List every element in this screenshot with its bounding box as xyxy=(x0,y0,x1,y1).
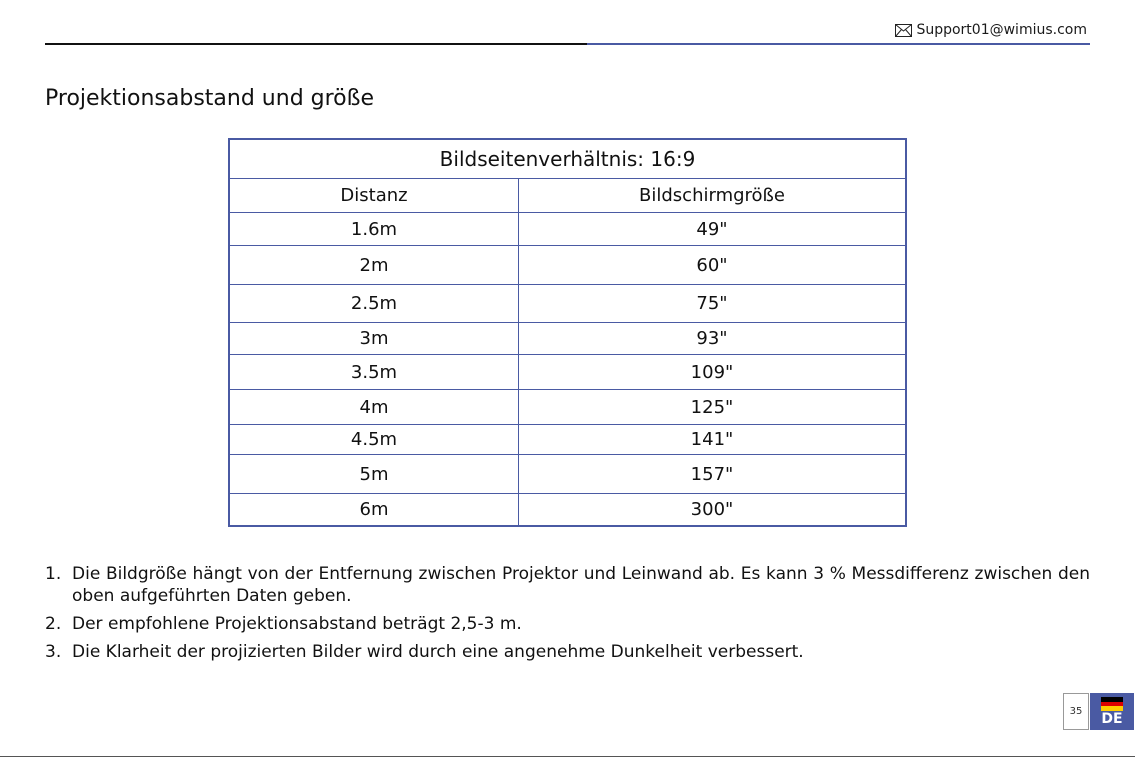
table-caption: Bildseitenverhältnis: 16:9 xyxy=(229,139,906,179)
screen-size-cell: 141" xyxy=(519,425,907,455)
distance-cell: 4.5m xyxy=(229,425,519,455)
page-title: Projektionsabstand und größe xyxy=(45,86,375,111)
column-header-distance: Distanz xyxy=(229,179,519,213)
screen-size-cell: 109" xyxy=(519,355,907,390)
header-rule-dark xyxy=(45,43,587,45)
support-email[interactable] xyxy=(895,22,1087,38)
language-badge xyxy=(1090,693,1134,730)
table-row xyxy=(229,455,906,494)
screen-size-cell: 300" xyxy=(519,494,907,526)
distance-cell: 5m xyxy=(229,455,519,494)
screen-size-cell: 157" xyxy=(519,455,907,494)
note-number: 3. xyxy=(45,642,62,662)
envelope-icon xyxy=(895,24,912,37)
note-item xyxy=(45,613,1090,635)
note-text: Die Bildgröße hängt von der Entfernung zwischen Projektor und Leinwand ab. Es kann 3 % Messdifferenz zwischen den oben aufgeführten Daten geben. xyxy=(72,564,1090,606)
table-row xyxy=(229,425,906,455)
distance-cell: 6m xyxy=(229,494,519,526)
distance-cell: 1.6m xyxy=(229,213,519,246)
note-text: Der empfohlene Projektionsabstand beträgt 2,5-3 m. xyxy=(72,614,522,634)
distance-cell: 3m xyxy=(229,323,519,355)
support-email-text: Support01@wimius.com xyxy=(916,22,1087,38)
table-row xyxy=(229,213,906,246)
table-row xyxy=(229,494,906,526)
note-text: Die Klarheit der projizierten Bilder wird durch eine angenehme Dunkelheit verbessert. xyxy=(72,642,804,662)
screen-size-cell: 75" xyxy=(519,285,907,323)
german-flag-icon xyxy=(1101,697,1123,711)
column-header-screen-size: Bildschirmgröße xyxy=(519,179,907,213)
note-number: 1. xyxy=(45,564,62,584)
table-row xyxy=(229,323,906,355)
table-row xyxy=(229,355,906,390)
table-row xyxy=(229,246,906,285)
page-number: 35 xyxy=(1063,693,1089,730)
note-number: 2. xyxy=(45,614,62,634)
table-row xyxy=(229,285,906,323)
table-row xyxy=(229,390,906,425)
distance-cell: 2.5m xyxy=(229,285,519,323)
notes-list xyxy=(45,563,1090,669)
language-code: DE xyxy=(1101,711,1123,727)
note-item xyxy=(45,563,1090,607)
table-body xyxy=(229,213,906,526)
screen-size-cell: 60" xyxy=(519,246,907,285)
screen-size-cell: 93" xyxy=(519,323,907,355)
distance-cell: 3.5m xyxy=(229,355,519,390)
distance-cell: 4m xyxy=(229,390,519,425)
distance-cell: 2m xyxy=(229,246,519,285)
note-item xyxy=(45,641,1090,663)
screen-size-cell: 125" xyxy=(519,390,907,425)
projection-table xyxy=(228,138,907,527)
header-rule-accent xyxy=(587,43,1090,45)
screen-size-cell: 49" xyxy=(519,213,907,246)
